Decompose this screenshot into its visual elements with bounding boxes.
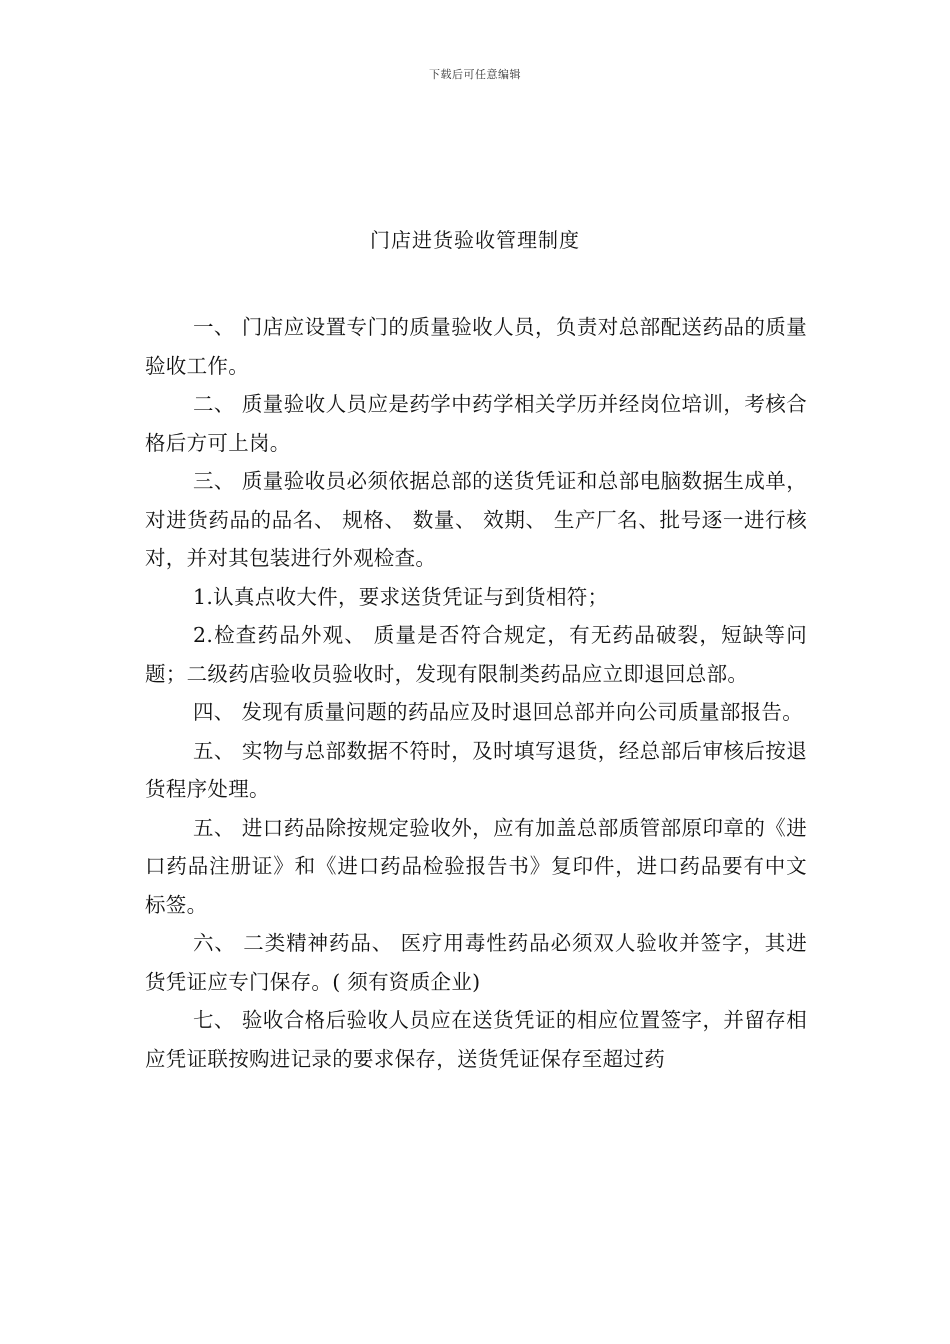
clause-3-item-1: 1.认真点收大件，要求送货凭证与到货相符； bbox=[193, 584, 609, 609]
clause-3: 三、 质量验收员必须依据总部的送货凭证和总部电脑数据生成单，对进货药品的品名、 规格、 数量、 效期、 生产厂名、批号逐一进行核对，并对其包装进行外观检查。 bbox=[145, 469, 807, 570]
clause-3-item-2: 2.检查药品外观、 质量是否符合规定，有无药品破裂，短缺等问题；二级药店验收员验收时，发现有限制类药品应立即退回总部。 bbox=[145, 623, 807, 686]
clause-6: 六、 二类精神药品、 医疗用毒性药品必须双人验收并签字，其进货凭证应专门保存。( 须有资质企业) bbox=[145, 931, 807, 994]
clause-2: 二、 质量验收人员应是药学中药学相关学历并经岗位培训，考核合格后方可上岗。 bbox=[145, 392, 807, 455]
document-body bbox=[145, 308, 807, 1078]
clause-5b: 五、 进口药品除按规定验收外，应有加盖总部质管部原印章的《进口药品注册证》和《进口药品检验报告书》复印件，进口药品要有中文标签。 bbox=[145, 815, 807, 917]
header-note: 下载后可任意编辑 bbox=[429, 68, 521, 81]
clause-5: 五、 实物与总部数据不符时，及时填写退货，经总部后审核后按退货程序处理。 bbox=[145, 738, 807, 801]
clause-4: 四、 发现有质量问题的药品应及时退回总部并向公司质量部报告。 bbox=[193, 700, 804, 724]
clause-1: 一、 门店应设置专门的质量验收人员，负责对总部配送药品的质量验收工作。 bbox=[145, 315, 807, 378]
clause-7: 七、 验收合格后验收人员应在送货凭证的相应位置签字，并留存相应凭证联按购进记录的要求保存，送货凭证保存至超过药 bbox=[145, 1008, 807, 1071]
document-title: 门店进货验收管理制度 bbox=[370, 228, 580, 252]
